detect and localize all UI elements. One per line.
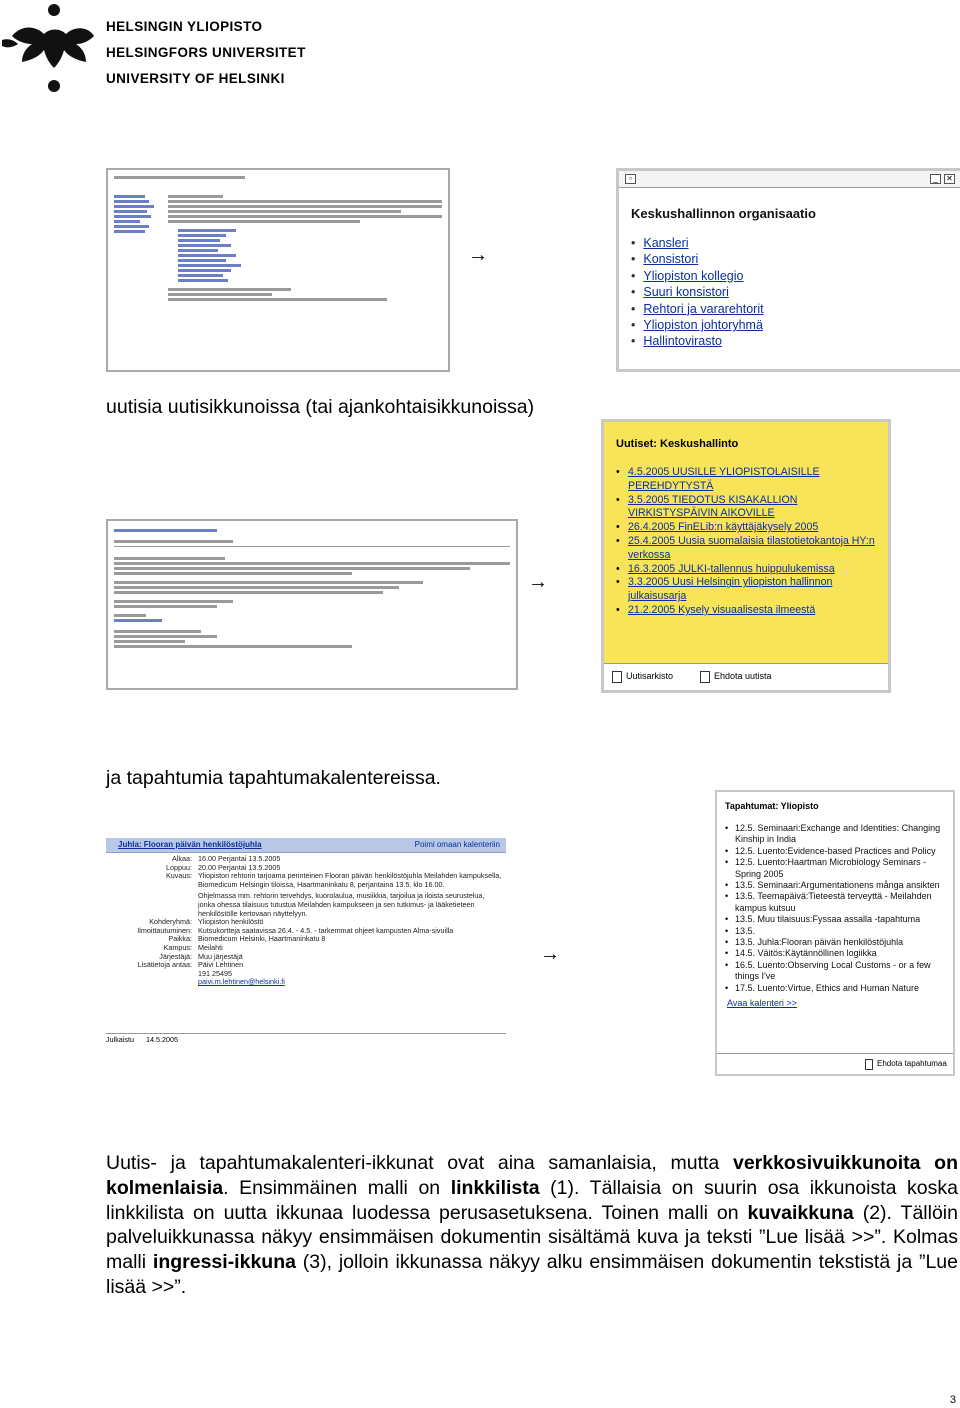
body-text: Uutis- ja tapahtumakalenteri-ikkunat ovat aina samanlaisia, mutta	[106, 1152, 733, 1174]
published-date: 14.5.2005	[146, 1035, 178, 1044]
list-item[interactable]	[725, 880, 953, 891]
logo-line-sv: HELSINGFORS UNIVERSITET	[106, 45, 306, 60]
event-link[interactable]: 13.5.	[735, 925, 756, 936]
caption-news: uutisia uutisikkunoissa (tai ajankohtaisikkunoissa)	[106, 396, 535, 418]
body-text-bold: verkkosivuikkunoita on kolmenlaisia	[106, 1152, 958, 1199]
news-link[interactable]: • 4.5.2005 UUSILLE YLIOPISTOLAISILLE PEREHDYTYSTÄ	[628, 466, 820, 492]
close-icon[interactable]: ✕	[944, 174, 955, 184]
document-icon	[700, 671, 710, 683]
news-window	[601, 419, 891, 693]
news-window-footer	[604, 663, 888, 690]
news-link[interactable]: • 3.3.2005 Uusi Helsingin yliopiston hallinnon julkaisusarja	[628, 576, 833, 603]
document-icon	[865, 1059, 873, 1070]
org-link[interactable]: Rehtori ja vararehtorit	[643, 301, 764, 316]
list-item[interactable]	[725, 983, 953, 994]
event-link[interactable]: 17.5. Luento:Virtue, Ethics and Human Nature	[735, 982, 919, 993]
published-label: Julkaistu	[106, 1035, 134, 1044]
event-link[interactable]: 12.5. Luento:Haartman Microbiology Seminars - Spring 2005	[735, 857, 927, 879]
list-item[interactable]	[725, 948, 953, 959]
news-archive-link[interactable]: Uutisarkisto	[626, 671, 674, 681]
event-link[interactable]: 16.5. Luento:Observing Local Customs - or a few things I've	[735, 959, 931, 982]
org-link-list-window	[616, 168, 960, 372]
body-paragraph	[106, 1151, 958, 1300]
event-title: Juhla: Flooran päivän henkilöstöjuhla	[118, 840, 262, 849]
field-label: Kohderyhmä:	[149, 917, 192, 927]
event-link[interactable]: 13.5. Seminaari:Argumentationens många ansikten	[735, 880, 940, 891]
suggest-news-link[interactable]: Ehdota uutista	[714, 671, 772, 681]
org-link[interactable]: Suuri konsistori	[643, 285, 729, 300]
contact-email-link[interactable]: paivi.m.lehtinen@helsinki.fi	[198, 977, 285, 987]
field-label	[110, 970, 198, 979]
list-item[interactable]	[616, 576, 888, 604]
field-value: Meilahti	[198, 942, 223, 952]
field-label: Loppuu:	[166, 862, 192, 872]
list-item[interactable]	[616, 563, 888, 577]
university-name	[106, 14, 306, 92]
news-link[interactable]: • 25.4.2005 Uusia suomalaisia tilastotietokantoja HY:n verkossa	[628, 534, 875, 561]
news-link[interactable]: • 26.4.2005 FinELib:n käyttäjäkysely 2005	[628, 521, 819, 534]
list-item[interactable]	[725, 846, 953, 857]
news-window-title: Uutiset: Keskushallinto	[616, 438, 739, 450]
field-label: Kampus:	[163, 942, 192, 952]
window-titlebar	[619, 171, 960, 188]
logo-line-fi: HELSINGIN YLIOPISTO	[106, 19, 263, 34]
window-icon: ▫	[625, 174, 636, 184]
field-label: Ilmoittautuminen:	[137, 925, 192, 935]
list-item[interactable]	[725, 823, 953, 846]
list-item[interactable]	[631, 268, 960, 284]
field-value: 191 25495	[198, 968, 232, 978]
field-value: 20.00 Perjantai 13.5.2005	[198, 862, 281, 872]
list-item[interactable]	[725, 926, 953, 937]
org-link[interactable]: Hallintovirasto	[643, 334, 722, 349]
list-item[interactable]	[616, 521, 888, 535]
field-value: Yliopiston rehtorin tarjoama perinteinen Flooran päivän henkilöstöjuhla Meilahden kampuksella, Biomedicum Helsingin tiloissa, Haartmaninkatu 8, perjantaina 13.5. klo 16.00.	[198, 871, 502, 889]
org-link[interactable]: Konsistori	[643, 252, 699, 267]
news-link[interactable]: • 3.5.2005 TIEDOTUS KISAKALLION VIRKISTYSPÄIVIN AIKOVILLE	[628, 493, 798, 520]
list-item[interactable]	[616, 604, 888, 618]
field-label: Lisätietoja antaa:	[137, 960, 192, 970]
body-text-bold: linkkilista	[450, 1176, 540, 1199]
event-link[interactable]: 12.5. Seminaari:Exchange and Identities: Changing Kinship in India	[735, 823, 941, 845]
events-list	[725, 823, 953, 994]
org-link[interactable]: Yliopiston johtoryhmä	[643, 318, 763, 333]
event-link[interactable]: 13.5. Juhla:Flooran päivän henkilöstöjuhla	[735, 937, 904, 948]
body-text-bold: ingressi-ikkuna	[152, 1251, 296, 1274]
body-text: (3), jolloin ikkunassa näkyy alku ensimmäisen dokumentin tekstistä ja ”Lue lisää >>”.	[106, 1251, 958, 1298]
list-item[interactable]	[616, 466, 888, 494]
list-item[interactable]	[725, 937, 953, 948]
field-value: 16.00 Perjantai 13.5.2005	[198, 854, 281, 863]
events-window-footer	[717, 1053, 953, 1074]
field-label	[110, 892, 198, 918]
event-link[interactable]: 13.5. Muu tilaisuus:Fyssaa assalla -tapahtuma	[735, 914, 921, 925]
list-item[interactable]	[631, 235, 960, 251]
field-value: Ohjelmassa mm. rehtorin tervehdys, kuorolaulua, musiikkia, tarjoilua ja iloista seurustelua, jonka ohessa tilaisuus tutustua Meilahden kampukseen ja sen tutkimus- ja lääketieteen henkilöstölle kertovaan näyttelyyn.	[198, 891, 485, 918]
arrow-right-icon: →	[528, 571, 548, 593]
field-value: Kutsukortteja saatavissa 26.4. - 4.5. - tarkemmat ohjeet kampusten Alma-sivuilla	[198, 925, 454, 935]
events-window-title: Tapahtumat: Yliopisto	[725, 801, 819, 811]
field-value: Päivi Lehtinen	[198, 960, 244, 970]
list-item[interactable]	[616, 494, 888, 522]
list-item[interactable]	[631, 301, 960, 317]
open-calendar-link[interactable]: Avaa kalenteri >>	[727, 998, 797, 1009]
caption-events: ja tapahtumia tapahtumakalentereissa.	[106, 767, 441, 789]
news-list	[616, 466, 888, 618]
list-item[interactable]	[631, 317, 960, 333]
event-link[interactable]: 13.5. Teemapäivä:Tieteestä terveyttä - Meilahden kampus kutsuu	[735, 891, 932, 913]
field-label	[110, 978, 198, 987]
field-value: Muu järjestäjä	[198, 951, 243, 961]
minimize-icon[interactable]: _	[930, 174, 941, 184]
event-detail-screenshot	[106, 838, 506, 1046]
list-item[interactable]	[631, 251, 960, 267]
logo-line-en: UNIVERSITY OF HELSINKI	[106, 71, 285, 86]
event-link[interactable]: 12.5. Luento:Evidence-based Practices and Policy	[735, 845, 936, 856]
add-to-calendar-button[interactable]: Poimi omaan kalenteriin	[414, 840, 500, 849]
list-item[interactable]	[631, 284, 960, 300]
org-link[interactable]: Kansleri	[643, 236, 689, 250]
org-window-title: Keskushallinnon organisaatio	[631, 206, 816, 221]
news-link[interactable]: • 21.2.2005 Kysely visuaalisesta ilmeestä	[628, 603, 816, 616]
field-label: Alkaa:	[172, 854, 192, 863]
list-item[interactable]	[616, 535, 888, 563]
body-text: (1). Tällaisia on suurin osa ikkunoista koska linkkilista on uutta ikkunaa luodessa perusasetuksena. Toinen malli on	[106, 1176, 958, 1224]
body-text: . Ensimmäinen malli on	[223, 1176, 451, 1199]
events-window	[715, 790, 955, 1076]
org-link[interactable]: Yliopiston kollegio	[643, 268, 744, 283]
event-link[interactable]: 14.5. Väitös:Käytännöllinen logiikka	[735, 948, 877, 959]
body-text: (2). Tällöin palveluikkunassa näkyy ensimmäisen dokumentin sisältämä kuva ja teksti ”Lue lisää >>”. Kolmas malli	[106, 1201, 958, 1274]
arrow-right-icon: →	[540, 943, 560, 965]
document-icon	[612, 671, 622, 683]
list-item[interactable]	[725, 857, 953, 880]
field-value: Biomedicum Helsinki, Haartmaninkatu 8	[198, 934, 326, 944]
org-link-list	[631, 235, 960, 350]
field-label: Kuvaus:	[166, 871, 192, 881]
news-link[interactable]: • 16.3.2005 JULKI-tallennus huippulukemissa	[628, 562, 835, 575]
link-page-screenshot	[106, 168, 450, 372]
field-label: Paikka:	[168, 934, 192, 944]
list-item[interactable]	[725, 914, 953, 925]
body-text-bold: kuvaikkuna	[747, 1201, 854, 1224]
list-item[interactable]	[631, 333, 960, 349]
news-article-screenshot	[106, 519, 518, 690]
list-item[interactable]	[725, 891, 953, 914]
arrow-right-icon: →	[468, 244, 488, 266]
list-item[interactable]	[725, 960, 953, 983]
suggest-event-link[interactable]: Ehdota tapahtumaa	[877, 1059, 947, 1068]
field-value: Yliopiston henkilöstö	[198, 917, 264, 927]
field-label: Järjestäjä:	[159, 951, 192, 961]
university-logo-mark	[2, 2, 98, 94]
page-number: 3	[949, 1394, 956, 1406]
